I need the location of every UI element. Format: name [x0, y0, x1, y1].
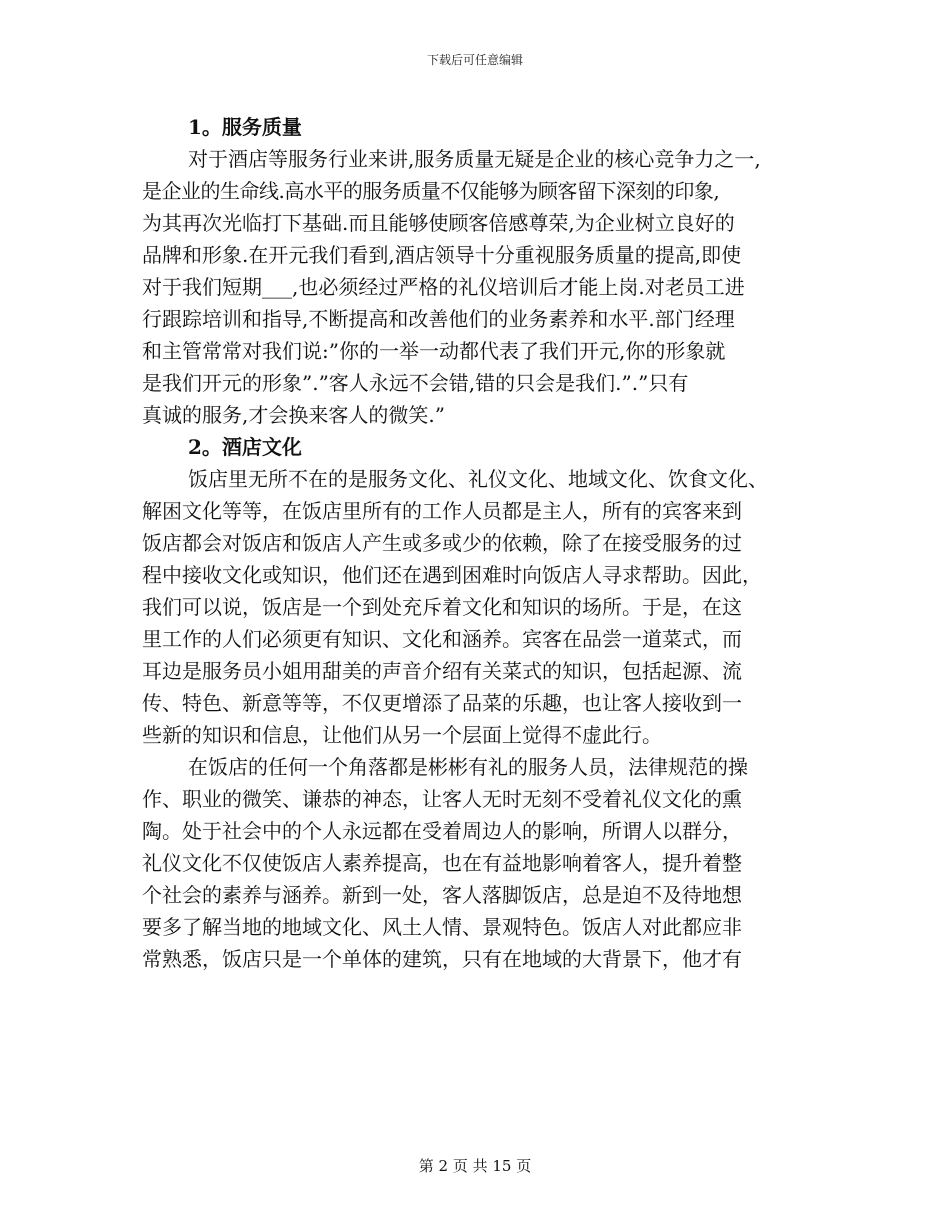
text-line: 对于酒店等服务行业来讲,服务质量无疑是企业的核心竞争力之一,: [188, 147, 761, 171]
text-line: 传、特色、新意等等，不仅更增添了品菜的乐趣，也让客人接收到一: [142, 691, 742, 715]
text-line: 是企业的生命线.高水平的服务质量不仅能够为顾客留下深刻的印象,: [142, 179, 720, 203]
text-line: 要多了解当地的地域文化、风土人情、景观特色。饭店人对此都应非: [142, 915, 742, 939]
text-line: 饭店都会对饭店和饭店人产生或多或少的依赖，除了在接受服务的过: [142, 531, 742, 555]
page-header: 下载后可任意编辑: [426, 53, 523, 67]
text-line: 作、职业的微笑、谦恭的神态，让客人无时无刻不受着礼仪文化的熏: [142, 787, 742, 811]
text-line: 解困文化等等，在饭店里所有的工作人员都是主人，所有的宾客来到: [142, 499, 742, 523]
text-line: 行跟踪培训和指导,不断提高和改善他们的业务素养和水平.部门经理: [142, 307, 735, 331]
text-line: 对于我们短期___,也必须经过严格的礼仪培训后才能上岗.对老员工进: [142, 275, 745, 299]
text-line: 耳边是服务员小姐用甜美的声音介绍有关菜式的知识，包括起源、流: [142, 659, 742, 683]
text-line: 个社会的素养与涵养。新到一处，客人落脚饭店，总是迫不及待地想: [142, 883, 742, 907]
text-line: 常熟悉，饭店只是一个单体的建筑，只有在地域的大背景下，他才有: [142, 947, 742, 971]
text-line: 和主管常常对我们说:”你的一举一动都代表了我们开元,你的形象就: [142, 339, 726, 363]
text-line: 礼仪文化不仅使饭店人素养提高，也在有益地影响着客人，提升着整: [142, 851, 742, 875]
text-line: 饭店里无所不在的是服务文化、礼仪文化、地域文化、饮食文化、: [188, 467, 768, 491]
section-heading-hotel-culture: 2。酒店文化: [188, 435, 302, 459]
text-line: 真诚的服务,才会换来客人的微笑.”: [142, 403, 445, 427]
text-line: 为其再次光临打下基础.而且能够使顾客倍感尊荣,为企业树立良好的: [142, 211, 735, 235]
text-line: 里工作的人们必须更有知识、文化和涵养。宾客在品尝一道菜式，而: [142, 627, 742, 651]
text-line: 陶。处于社会中的个人永远都在受着周边人的影响，所谓人以群分，: [142, 819, 742, 843]
text-line: 程中接收文化或知识，他们还在遇到困难时向饭店人寻求帮助。因此，: [142, 563, 762, 587]
page-footer: 第 2 页 共 15 页: [418, 1157, 532, 1175]
section-heading-service-quality: 1。服务质量: [188, 115, 302, 139]
text-line: 在饭店的任何一个角落都是彬彬有礼的服务人员，法律规范的操: [188, 755, 748, 779]
text-line: 些新的知识和信息，让他们从另一个层面上觉得不虚此行。: [142, 723, 662, 747]
text-line: 品牌和形象.在开元我们看到,酒店领导十分重视服务质量的提高,即使: [142, 243, 742, 267]
paragraph-service-quality: [142, 143, 822, 431]
paragraph-hotel-culture-1: [142, 463, 822, 751]
paragraph-hotel-culture-2: [142, 751, 822, 975]
document-body: [142, 111, 822, 975]
text-line: 是我们开元的形象”.”客人永远不会错,错的只会是我们.”.”只有: [142, 371, 689, 395]
text-line: 我们可以说，饭店是一个到处充斥着文化和知识的场所。于是，在这: [142, 595, 742, 619]
